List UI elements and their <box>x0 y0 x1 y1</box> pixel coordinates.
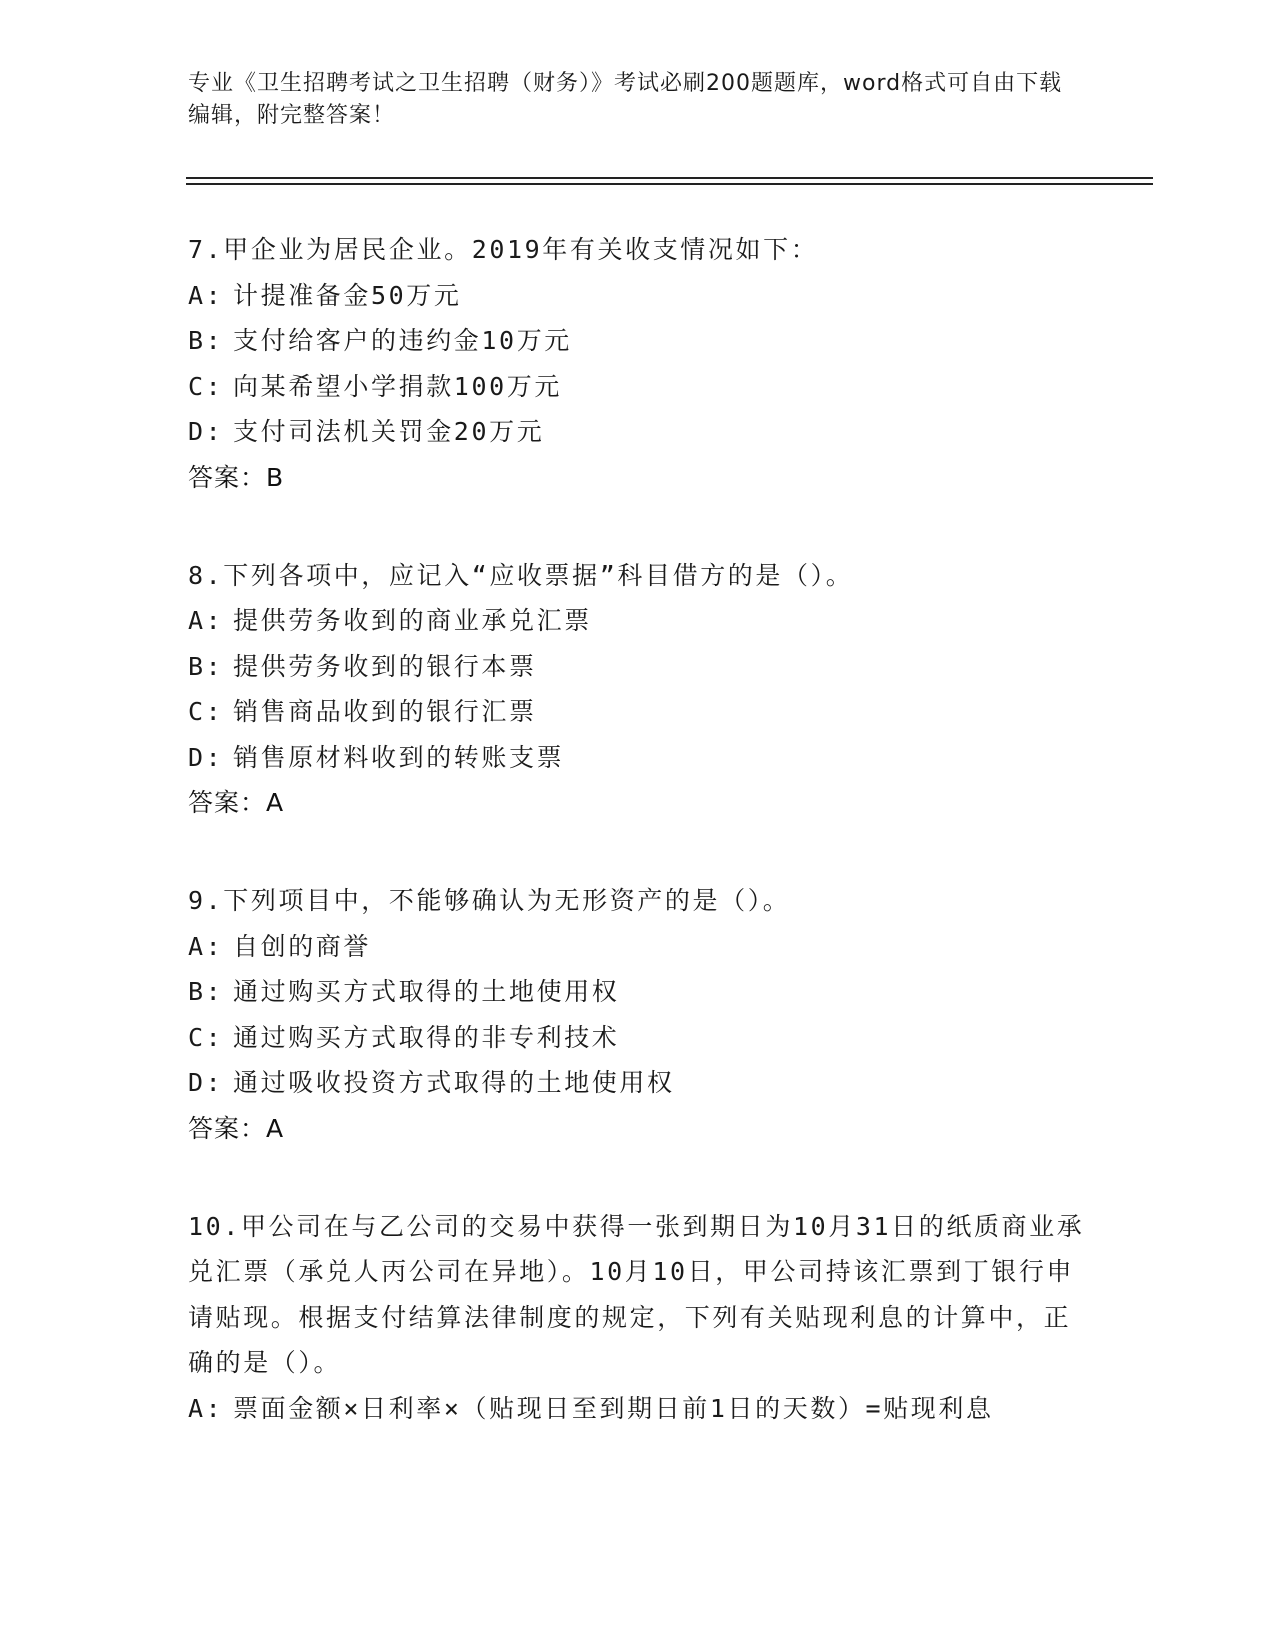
option-a <box>188 1386 1088 1432</box>
option-key: A: <box>188 280 224 310</box>
option-key: B: <box>188 326 224 355</box>
option-a <box>188 273 1088 319</box>
option-d <box>188 1060 1088 1106</box>
option-text: 销售商品收到的银行汇票 <box>233 697 537 726</box>
option-key: C: <box>188 1022 224 1052</box>
option-key: B: <box>188 651 224 681</box>
question-title: 8.下列各项中，应记入“应收票据”科目借方的是（）。 <box>188 560 854 590</box>
option-key: D: <box>188 742 224 772</box>
option-c <box>188 1015 1088 1061</box>
option-c <box>188 689 1088 735</box>
option-b <box>188 318 1088 364</box>
option-text: 支付司法机关罚金20万元 <box>233 417 545 446</box>
option-text: 提供劳务收到的商业承兑汇票 <box>233 606 592 635</box>
option-key: A: <box>188 606 224 635</box>
answer: 答案：B <box>188 462 285 492</box>
option-a <box>188 598 1088 644</box>
option-text: 通过购买方式取得的非专利技术 <box>233 1022 620 1052</box>
header-divider-top <box>186 177 1153 179</box>
option-text: 自创的商誉 <box>233 931 372 961</box>
answer: 答案：A <box>188 1113 285 1143</box>
question-10 <box>188 1204 1088 1432</box>
option-key: A: <box>188 931 224 961</box>
question-title: 7.甲企业为居民企业。2019年有关收支情况如下： <box>188 235 819 264</box>
option-key: B: <box>188 977 224 1006</box>
option-text: 销售原材料收到的转账支票 <box>233 742 565 772</box>
option-b <box>188 644 1088 690</box>
question-9 <box>188 878 1088 1151</box>
option-text: 通过吸收投资方式取得的土地使用权 <box>233 1068 675 1097</box>
question-7 <box>188 227 1088 500</box>
option-text: 票面金额×日利率×（贴现日至到期日前1日的天数）=贴现利息 <box>233 1393 994 1423</box>
option-b <box>188 969 1088 1015</box>
question-list <box>188 227 1088 1484</box>
option-d <box>188 409 1088 455</box>
option-c <box>188 364 1088 410</box>
option-key: D: <box>188 417 224 446</box>
option-d <box>188 735 1088 781</box>
option-text: 通过购买方式取得的土地使用权 <box>233 977 620 1006</box>
option-key: D: <box>188 1068 224 1097</box>
option-text: 计提准备金50万元 <box>233 280 462 310</box>
answer: 答案：A <box>188 788 285 817</box>
question-title: 9.下列项目中，不能够确认为无形资产的是（）。 <box>188 886 791 915</box>
option-text: 支付给客户的违约金10万元 <box>233 326 572 355</box>
option-key: A: <box>188 1393 224 1423</box>
option-key: C: <box>188 697 224 726</box>
option-text: 向某希望小学捐款100万元 <box>233 371 562 401</box>
option-text: 提供劳务收到的银行本票 <box>233 651 537 681</box>
document-header: 专业《卫生招聘考试之卫生招聘（财务）》考试必刷200题题库，word格式可自由下载编辑，附完整答案！ <box>188 71 1063 128</box>
question-8 <box>188 553 1088 826</box>
header-divider-bottom <box>186 183 1153 185</box>
option-key: C: <box>188 371 224 401</box>
option-a <box>188 924 1088 970</box>
question-title: 10.甲公司在与乙公司的交易中获得一张到期日为10月31日的纸质商业承兑汇票（承兑人丙公司在异地）。10月10日，甲公司持该汇票到丁银行申请贴现。根据支付结算法律制度的规定，下列有关贴现利息的计算中，正确的是（）。 <box>188 1211 1085 1377</box>
